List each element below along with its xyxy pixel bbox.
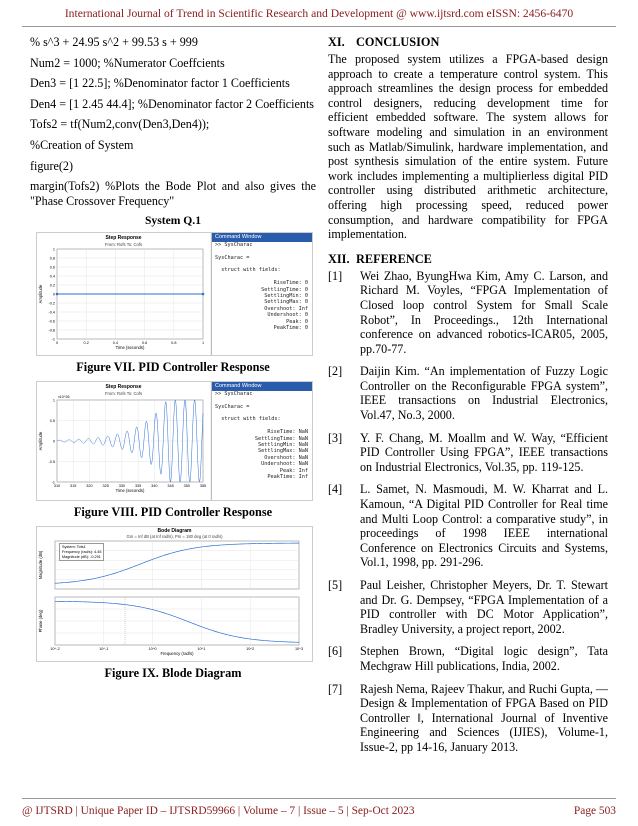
x-tick-label: 10^1 xyxy=(197,647,206,652)
x-tick-label: 0 xyxy=(55,341,59,346)
y-tick-label: 1 xyxy=(52,247,55,252)
command-window-2 xyxy=(211,382,312,500)
plot-title: Step Response xyxy=(105,384,142,391)
axis-exponent: x10^26 xyxy=(58,395,70,400)
reference-item xyxy=(328,269,608,357)
code-line: %Creation of System xyxy=(30,137,134,152)
x-tick-label: 315 xyxy=(70,484,77,489)
x-tick-label: 0.2 xyxy=(83,341,89,346)
reference-text: Y. F. Chang, M. Moallm and W. Way, “Efficient PID Controller Using FPGA”, IEEE transactions on Industrial Electronics, Vol.35, pp. 119-125. xyxy=(360,430,608,474)
footer-info: @ IJTSRD | Unique Paper ID – IJTSRD59966 | Volume – 7 | Issue – 5 | Sep-Oct 2023 xyxy=(22,805,415,817)
reference-number: [7] xyxy=(328,681,343,696)
reference-text: Stephen Brown, “Digital logic design”, Tata Mechgraw Hill publications, India, 2002. xyxy=(360,644,608,673)
field-line: Peak: 0 xyxy=(286,318,308,325)
field-line: Overshoot: Inf xyxy=(264,305,308,312)
x-tick-label: 355 xyxy=(199,484,207,489)
y-axis-label: Phase (deg) xyxy=(38,609,43,633)
reference-text: Rajesh Nema, Rajeev Thakur, and Ruchi Gupta, ― Design & Implementation of FPGA Based on PID Controller ǁ, International Journal of Inventive Engineering and Sciences (IJIES), Volume-1, Issue-2, pp 14-16, January 2013. xyxy=(360,681,608,754)
console-line: struct with fields: xyxy=(215,416,281,423)
plot-subtitle: From: Rofs To: Cofs xyxy=(104,242,143,248)
step-plot-2 xyxy=(37,382,210,500)
x-tick-label: 325 xyxy=(102,484,109,489)
y-axis-label: Magnitude (dB) xyxy=(38,551,43,580)
code-line: margin(Tofs2) %Plots the Bode Plot and also gives the "Phase Crossover Frequency" xyxy=(30,179,316,208)
x-tick-label: 10^-2 xyxy=(50,647,60,652)
y-tick-label: 0.2 xyxy=(49,283,55,288)
reference-item xyxy=(328,482,608,570)
field-line: Undershoot: NaN xyxy=(261,461,308,468)
x-tick-label: 335 xyxy=(134,484,142,489)
figure-caption: Figure IX. Blode Diagram xyxy=(104,666,242,681)
x-tick-label: 350 xyxy=(183,484,190,489)
console-title: Command Window xyxy=(212,233,312,241)
console-line: struct with fields: xyxy=(215,267,281,274)
x-tick-label: 10^0 xyxy=(148,647,157,652)
step-plot-1 xyxy=(37,233,210,355)
y-tick-label: -1 xyxy=(51,480,55,485)
system-label: System Q.1 xyxy=(144,214,202,228)
field-line: SettlingMax: 0 xyxy=(264,299,308,306)
reference-item xyxy=(328,431,608,475)
data-point xyxy=(56,293,59,296)
plot-subtitle: From: Rofs To: Cofs xyxy=(104,391,143,397)
field-line: Overshoot: NaN xyxy=(264,454,308,461)
figure-caption: Figure VIII. PID Controller Response xyxy=(73,505,273,520)
x-tick-label: 0.4 xyxy=(112,341,119,346)
x-tick-label: 0.8 xyxy=(171,341,177,346)
section-heading-conclusion xyxy=(328,35,608,50)
y-axis-label: Amplitude xyxy=(38,432,43,451)
left-column xyxy=(30,35,316,687)
step-chart-2 xyxy=(37,382,210,500)
right-column xyxy=(328,35,608,763)
console-line: >> SysCharac xyxy=(215,241,253,248)
reference-item xyxy=(328,644,608,673)
x-tick-label: 10^2 xyxy=(246,647,255,652)
reference-text: L. Samet, N. Masmoudi, M. W. Kharrat and L. Kamoun, “A Digital PID Controller for Real time and Multi Loop Control: a comparative study”, in proceedings of 1998 IEEE international Conference on Electronics Circuits and Systems, Vol.1, 1998, pp. 291-296. xyxy=(360,482,608,570)
code-line: Num2 = 1000; %Numerator Coeffcients xyxy=(30,55,225,70)
plot-title: Bode Diagram xyxy=(157,528,192,535)
reference-item xyxy=(328,578,608,636)
console-line: SysCharac = xyxy=(215,254,250,261)
x-axis-label: Time (seconds) xyxy=(115,488,145,494)
field-line: SettlingTime: NaN xyxy=(254,435,308,442)
y-tick-label: 0.4 xyxy=(49,274,55,279)
y-tick-label: -1 xyxy=(51,337,55,342)
field-line: RiseTime: NaN xyxy=(267,429,308,436)
field-line: PeakTime: 0 xyxy=(273,325,308,332)
data-point xyxy=(202,293,205,296)
field-line: Undershoot: 0 xyxy=(267,312,308,319)
x-tick-label: 330 xyxy=(118,484,126,489)
x-tick-label: 340 xyxy=(151,484,158,489)
field-line: SettlingMin: 0 xyxy=(264,293,308,299)
reference-number: [3] xyxy=(328,430,343,445)
y-tick-label: 0.5 xyxy=(49,419,55,424)
x-tick-label: 345 xyxy=(167,484,174,489)
plot-title: Step Response xyxy=(105,235,142,242)
datatip-line: Frequency (rad/s): 4.45 xyxy=(62,549,102,554)
x-axis-label: Frequency (rad/s) xyxy=(160,651,194,657)
section-heading-reference xyxy=(328,252,608,267)
x-tick-label: 0.6 xyxy=(141,341,148,346)
section-number: XII. xyxy=(328,251,350,266)
figure-viii xyxy=(36,381,313,501)
y-tick-label: 0 xyxy=(52,439,55,444)
reference-text: Paul Leisher, Christopher Meyers, Dr. T. Stewart and Dr. G. Dempsey, “FPGA Implementation of a PID controller with DC Motor Application”, Bradley University, a project report, 2002. xyxy=(360,578,608,636)
code-line: Tofs2 = tf(Num2,conv(Den3,Den4)); xyxy=(30,117,210,132)
x-tick-label: 1 xyxy=(201,341,205,346)
conclusion-text: The proposed system utilizes a FPGA-based design approach to create a temperature control system. This approach streamlines the design process for embedded control designers, reducing development time for efficient embedded software. The system allows for software modeling and simulation in an environment such as Matlab/Simulink, hardware implementation, and post synthesis simulation of the entire system. Future work includes implementing a multiplierless digital PID controller using distributed arithmetic architecture, offering high processing speed, reduced power consumption, and hardware compatibility for FPGA implementation. xyxy=(328,52,608,242)
figure-vii xyxy=(36,232,313,356)
code-line: Den4 = [1 2.45 44.4]; %Denominator factor 2 Coefficients xyxy=(30,96,315,111)
x-tick-label: 310 xyxy=(53,484,61,489)
reference-number: [5] xyxy=(328,578,343,592)
y-tick-label: 1 xyxy=(52,398,55,403)
command-window-1 xyxy=(211,233,312,355)
field-line: SettlingTime: 0 xyxy=(261,286,308,293)
section-number: XI. xyxy=(328,35,345,49)
figure-ix xyxy=(36,526,313,662)
y-axis-label: Amplitude xyxy=(38,285,43,304)
reference-text: Wei Zhao, ByungHwa Kim, Amy C. Larson, and Richard M. Voyles, “FPGA Implementation of Closed loop control System for Small Scale Robot”, In Proceedings., 12th International conference on advanced robotics-ICAR05, 2005, pp.70-77. xyxy=(360,268,608,356)
y-tick-label: 0 xyxy=(52,292,55,297)
datatip-line: Magnitude (dB): -0.291 xyxy=(62,554,101,559)
console-line: SysCharac = xyxy=(215,403,250,410)
reference-list xyxy=(328,269,608,755)
reference-number: [4] xyxy=(328,482,343,497)
section-title: CONCLUSION xyxy=(356,35,440,49)
y-tick-label: -0.4 xyxy=(48,310,55,315)
field-line: RiseTime: 0 xyxy=(273,280,308,287)
reference-item xyxy=(328,364,608,422)
reference-item xyxy=(328,682,608,755)
step-chart-1 xyxy=(37,233,210,355)
reference-number: [6] xyxy=(328,644,343,659)
figure-caption: Figure VII. PID Controller Response xyxy=(76,360,270,375)
y-tick-label: -0.8 xyxy=(48,328,55,333)
field-line: Peak: Inf xyxy=(279,467,308,474)
field-line: SettlingMin: NaN xyxy=(258,442,308,448)
x-tick-label: 10^3 xyxy=(294,647,304,652)
y-tick-label: -0.5 xyxy=(48,460,55,465)
console-title: Command Window xyxy=(212,382,312,390)
reference-text: Daijin Kim. “An implementation of Fuzzy Logic Controller on the Reconfigurable FPGA system”, IEEE transactions on Industrial Electronics, Vol.47, No.3, 2000. xyxy=(360,364,608,423)
plot-subtitle: Gm = Inf dB (at Inf rad/s), Pm = 180 deg (at 0 rad/s) xyxy=(126,534,223,540)
journal-header: International Journal of Trend in Scientific Research and Development @ www.ijtsrd.com eISSN: 2456-6470 xyxy=(64,7,574,20)
page-number: Page 503 xyxy=(573,805,616,817)
page-footer xyxy=(22,805,616,817)
reference-number: [2] xyxy=(328,364,343,379)
code-line: % s^3 + 24.95 s^2 + 99.53 s + 999 xyxy=(30,35,198,49)
y-tick-label: -0.6 xyxy=(48,319,55,324)
header-rule xyxy=(22,26,616,27)
code-line: Den3 = [1 22.5]; %Denominator factor 1 Coefficients xyxy=(30,76,290,91)
footer-rule xyxy=(22,798,616,799)
console-line: >> SysCharac xyxy=(215,390,253,397)
x-tick-label: 320 xyxy=(86,484,93,489)
field-line: SettlingMax: NaN xyxy=(258,448,308,455)
reference-number: [1] xyxy=(328,268,343,283)
datatip xyxy=(59,543,104,561)
datatip-line: System: Tofs1 xyxy=(62,545,86,550)
y-tick-label: 0.6 xyxy=(49,265,55,270)
x-tick-label: 10^-1 xyxy=(99,647,109,652)
section-title: REFERENCE xyxy=(356,251,432,266)
code-line: figure(2) xyxy=(30,158,73,173)
y-tick-label: 0.8 xyxy=(49,256,55,261)
field-line: PeakTime: Inf xyxy=(267,474,308,481)
y-tick-label: -0.2 xyxy=(48,301,55,306)
x-axis-label: Time (seconds) xyxy=(115,345,145,351)
